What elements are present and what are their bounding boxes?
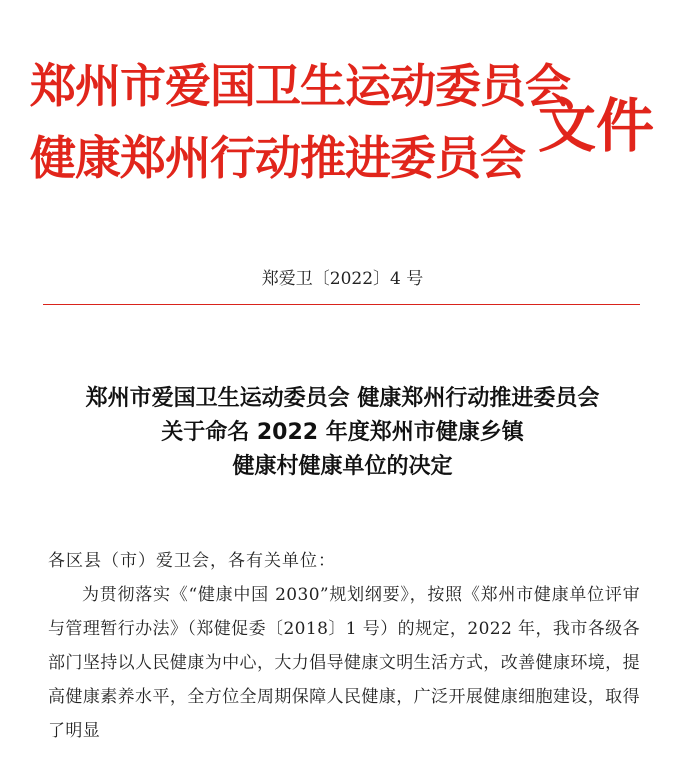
salutation: 各区县（市）爱卫会，各有关单位： <box>48 551 336 571</box>
masthead-org-line-2: 健康郑州行动推进委员会 <box>30 131 525 185</box>
title-line-1: 郑州市爱国卫生运动委员会 健康郑州行动推进委员会 <box>85 386 600 411</box>
body-paragraph-1: 为贯彻落实《“健康中国 2030”规划纲要》，按照《郑州市健康单位评审与管理暂行办法》（郑健促委〔2018〕1 号）的规定，2022 年，我市各级各部门坚持以人民健康为中心，大力倡导健康文明生活方式，改善健康环境，提高健康素养水平，全方位全周期保障人民健康，广泛开展健康细胞建设，取得了明显 <box>48 585 640 741</box>
document-title <box>0 382 685 484</box>
document-masthead <box>30 50 660 200</box>
masthead-document-word: 文件 <box>538 92 655 160</box>
red-divider-line <box>43 304 640 305</box>
title-line-2: 关于命名 2022 年度郑州市健康乡镇 <box>161 420 524 445</box>
document-body <box>48 544 640 748</box>
title-line-3: 健康村健康单位的决定 <box>232 454 453 479</box>
masthead-org-line-1: 郑州市爱国卫生运动委员会 <box>30 59 570 113</box>
document-number: 郑爱卫〔2022〕4 号 <box>261 269 424 289</box>
